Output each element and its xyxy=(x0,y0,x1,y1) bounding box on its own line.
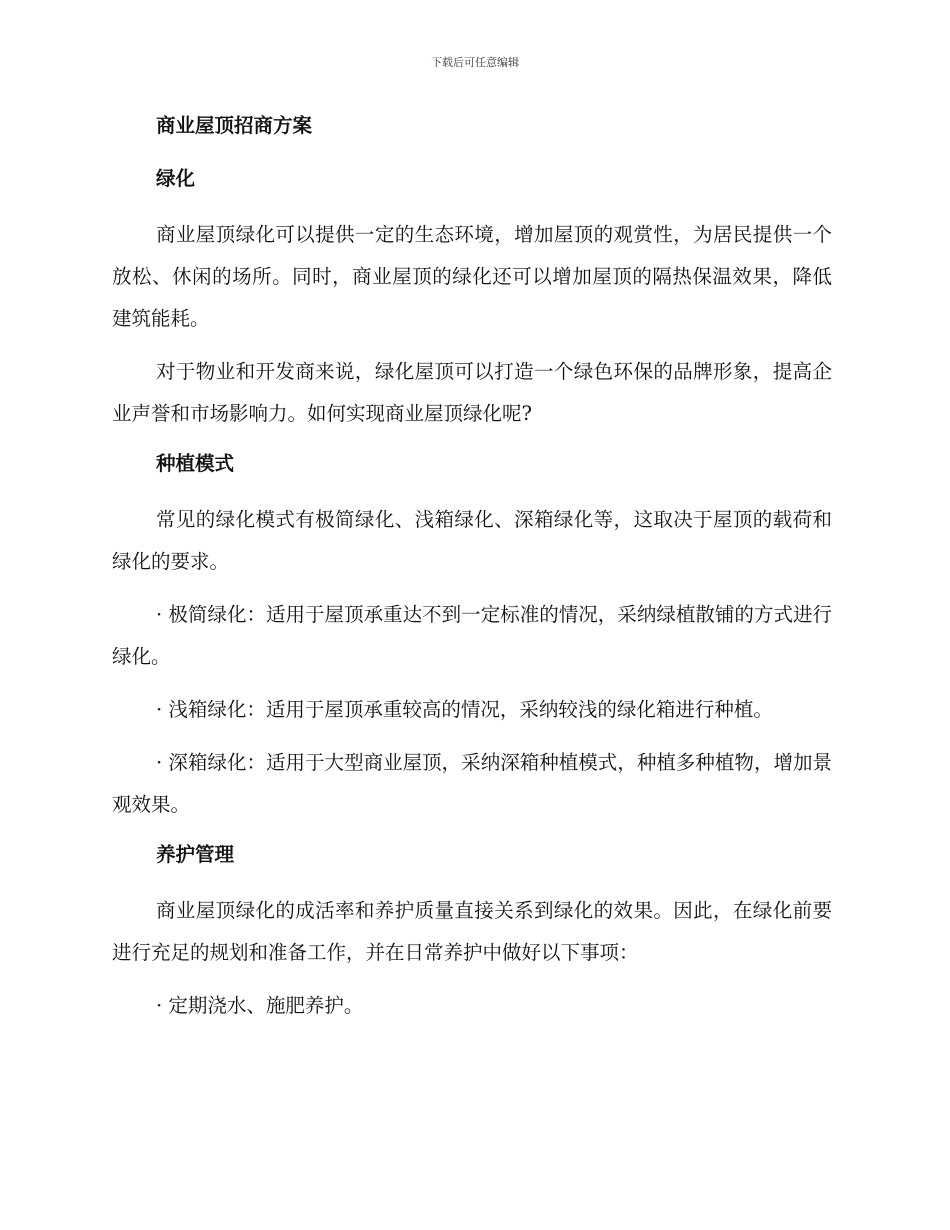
greening-paragraph-2: 对于物业和开发商来说，绿化屋顶可以打造一个绿色环保的品牌形象，提高企业声誉和市场影响力。如何实现商业屋顶绿化呢? xyxy=(112,360,832,425)
section-heading-planting: 种植模式 xyxy=(156,452,235,475)
document-body xyxy=(112,108,832,1038)
page-header: 下载后可任意编辑 xyxy=(431,56,519,69)
planting-bullet-minimal: · 极简绿化：适用于屋顶承重达不到一定标准的情况，采纳绿植散铺的方式进行绿化。 xyxy=(112,603,832,668)
section-heading-greening: 绿化 xyxy=(156,167,196,190)
greening-paragraph-1: 商业屋顶绿化可以提供一定的生态环境，增加屋顶的观赏性，为居民提供一个放松、休闲的场所。同时，商业屋顶的绿化还可以增加屋顶的隔热保温效果，降低建筑能耗。 xyxy=(112,223,832,330)
maintenance-intro-paragraph: 商业屋顶绿化的成活率和养护质量直接关系到绿化的效果。因此，在绿化前要进行充足的规划和准备工作，并在日常养护中做好以下事项： xyxy=(112,899,832,964)
planting-bullet-deep-box: · 深箱绿化：适用于大型商业屋顶，采纳深箱种植模式，种植多种植物，增加景观效果。 xyxy=(112,751,832,816)
planting-intro-paragraph: 常见的绿化模式有极简绿化、浅箱绿化、深箱绿化等，这取决于屋顶的载荷和绿化的要求。 xyxy=(112,508,832,573)
maintenance-bullet-watering: · 定期浇水、施肥养护。 xyxy=(156,994,364,1017)
planting-bullet-shallow-box: · 浅箱绿化：适用于屋顶承重较高的情况，采纳较浅的绿化箱进行种植。 xyxy=(156,698,773,721)
section-heading-maintenance: 养护管理 xyxy=(156,843,235,866)
document-title: 商业屋顶招商方案 xyxy=(156,114,313,137)
